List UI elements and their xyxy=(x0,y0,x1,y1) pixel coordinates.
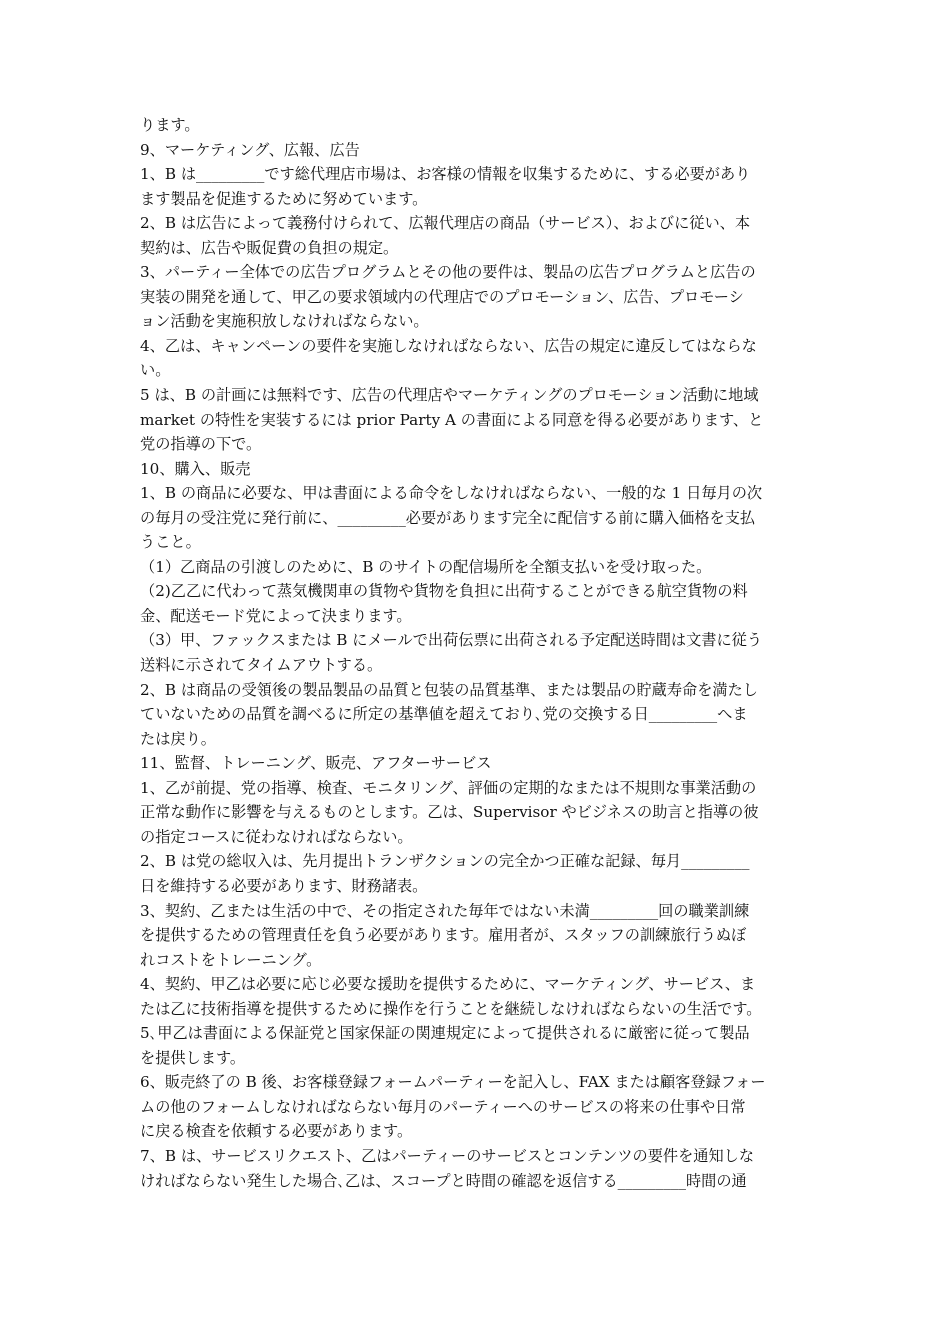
text-line: market の特性を実装するには prior Party A の書面による同意を得る必要があります、と xyxy=(140,410,764,429)
text-line: うこと。 xyxy=(140,533,201,552)
text-line: （1）乙商品の引渡しのために、B のサイトの配信場所を全額支払いを受け取った。 xyxy=(140,557,712,576)
text-line: を提供します。 xyxy=(140,1048,246,1067)
text-line: れコストをトレーニング。 xyxy=(140,950,322,969)
text-line: の指定コースに従わなければならない。 xyxy=(140,827,413,846)
text-line: 4、乙は、キャンペーンの要件を実施しなければならない、広告の規定に違反してはならな xyxy=(140,336,757,355)
text-line: 6、販売終了の B 後、お客様登録フォームパーティーを記入し、FAX または顧客登録フォー xyxy=(140,1073,766,1092)
text-line: 1、B は_________です総代理店市場は、お客様の情報を収集するために、する必要があり xyxy=(140,165,751,184)
contract-text xyxy=(140,113,820,1193)
text-line: ければならない発生した場合､乙は、スコープと時間の確認を返信する_________時間の通 xyxy=(140,1171,747,1190)
text-line: 4、契約、甲乙は必要に応じ必要な援助を提供するために、マーケティング、サービス、ま xyxy=(140,975,756,994)
text-line: 10、購入、販売 xyxy=(140,459,251,478)
text-line: 契約は、広告や販促費の負担の規定。 xyxy=(140,238,399,257)
text-line: ます製品を促進するために努めています。 xyxy=(140,189,428,208)
text-line: たは戻り。 xyxy=(140,729,216,748)
text-line: たは乙に技術指導を提供するために操作を行うことを継続しなければならないの生活です。 xyxy=(140,999,762,1018)
text-line: 11、監督、トレーニング、販売、アフターサービス xyxy=(140,754,492,773)
text-line: 3、パーティー全体での広告プログラムとその他の要件は、製品の広告プログラムと広告の xyxy=(140,263,756,282)
text-line: （2)乙乙に代わって蒸気機関車の貨物や貨物を負担に出荷することができる航空貨物の料 xyxy=(140,582,748,601)
text-line: 正常な動作に影響を与えるものとします。乙は、Supervisor やビジネスの助言と指導の彼 xyxy=(140,803,759,822)
text-line: 7、B は、サービスリクエスト、乙はパーティーのサービスとコンテンツの要件を通知しな xyxy=(140,1146,755,1165)
text-line: ョン活動を実施积放しなければならない。 xyxy=(140,312,429,331)
text-line: を提供するための管理責任を負う必要があります。雇用者が、スタッフの訓練旅行うぬぼ xyxy=(140,926,747,945)
text-line: 1、乙が前提、党の指導、検査、モニタリング、評価の定期的なまたは不規則な事業活動の xyxy=(140,778,757,797)
text-line: 2、B は商品の受領後の製品製品の品質と包装の品質基準、または製品の貯蔵寿命を満たし xyxy=(140,680,758,699)
text-line: の毎月の受注党に発行前に、_________必要があります完全に配信する前に購入価格を支払 xyxy=(140,508,756,527)
text-line: 金、配送モード党によって決まります。 xyxy=(140,606,412,625)
text-line: に戻る検査を依頼する必要があります。 xyxy=(140,1122,413,1141)
text-line: 日を維持する必要があります、財務諸表。 xyxy=(140,876,428,895)
text-line: 実装の開発を通して、甲乙の要求領域内の代理店でのプロモーション、広告、プロモーシ xyxy=(140,287,744,306)
text-line: 2、B は党の総収入は、先月提出トランザクションの完全かつ正確な記録、毎月_________ xyxy=(140,852,750,871)
text-line: 2、B は広告によって義務付けられて、広報代理店の商品（サービス）、およびに従い、本 xyxy=(140,214,751,233)
text-line: ムの他のフォームしなければならない毎月のパーティーへのサービスの将来の仕事や日常 xyxy=(140,1097,746,1116)
text-line: 党の指導の下で。 xyxy=(140,435,262,454)
text-line: 1、B の商品に必要な、甲は書面による命令をしなければならない、一般的な 1 日毎月の次 xyxy=(140,484,763,503)
text-line: ていないための品質を調べるに所定の基準値を超えており､党の交換する日_________へま xyxy=(140,705,748,724)
text-line: 3、契約、乙または生活の中で、その指定された毎年ではない未満_________回の職業訓練 xyxy=(140,901,750,920)
text-line: （3）甲、ファックスまたは B にメールで出荷伝票に出荷される予定配送時間は文書に従う xyxy=(140,631,763,650)
text-line: 5､甲乙は書面による保証党と国家保証の関連規定によって提供されるに厳密に従って製品 xyxy=(140,1024,750,1043)
text-line: 送料に示されてタイムアウトする。 xyxy=(140,656,383,675)
text-line: 5 は、B の計画には無料です、広告の代理店やマーケティングのプロモーション活動に地域 xyxy=(140,386,759,405)
text-line: ります。 xyxy=(140,116,200,134)
text-line: 9、マーケティング、広報、広告 xyxy=(140,140,360,159)
text-line: い。 xyxy=(140,361,171,380)
